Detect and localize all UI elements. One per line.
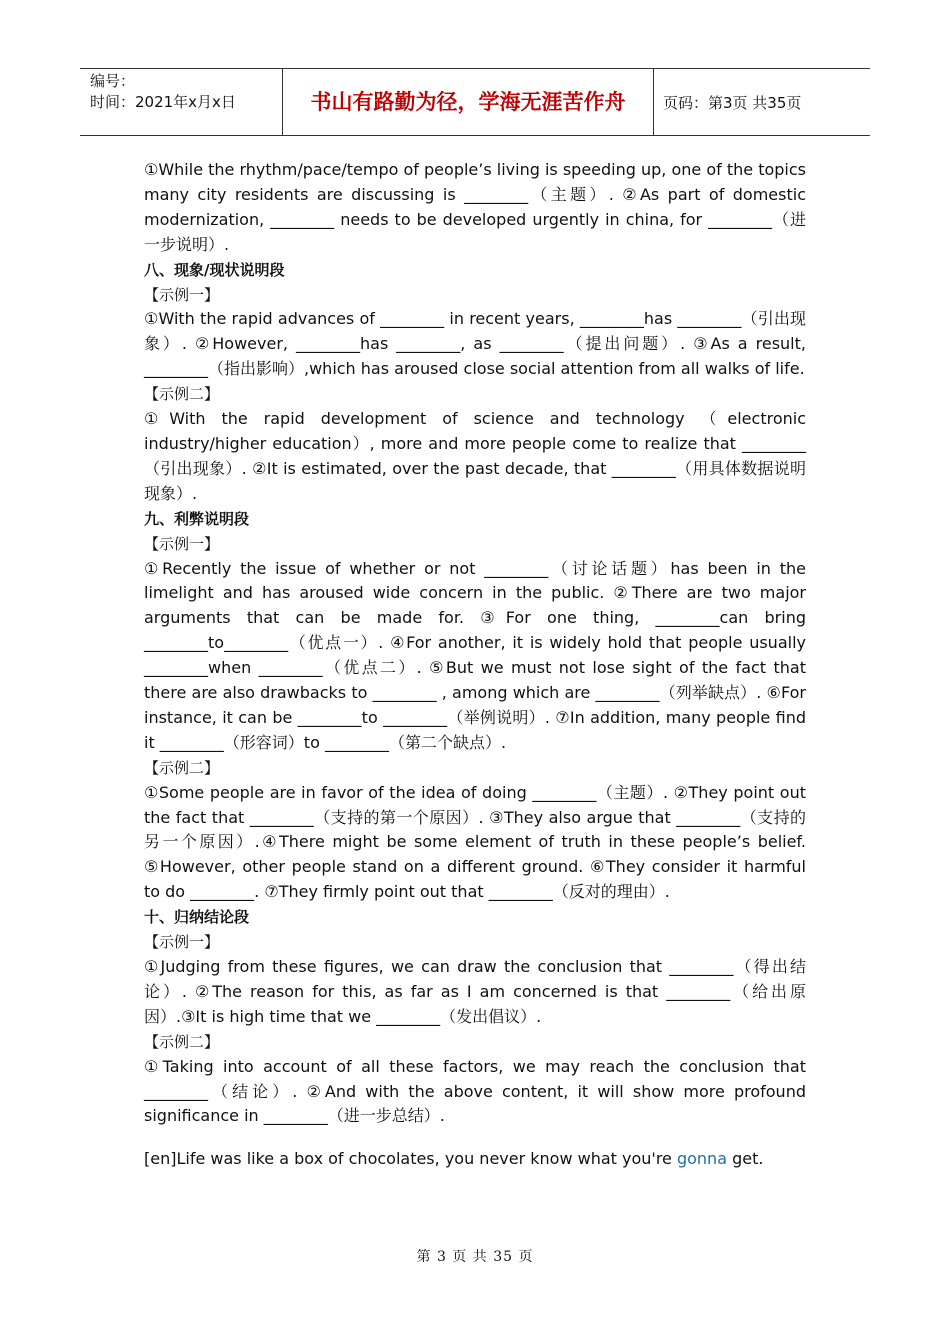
quote-text-after: get. [727, 1149, 764, 1169]
quote-link[interactable]: gonna [676, 1149, 727, 1169]
example-label-1: 【示例一】 [144, 534, 220, 553]
example-label-1: 【示例一】 [144, 285, 220, 304]
header-meta [80, 69, 282, 135]
conclusion-example-2: ①Taking into account of all these factors, we may reach the conclusion that ________（结论）. ②And with the above content, it will show more profound significance in ________（进一步总结）. [144, 1056, 806, 1126]
phenomenon-example-1: ①With the rapid advances of ________ in recent years, ________has ________（引出现象）. ②However, ________has ________, as ________（提出问题）. ③As a result, ________（指出影响）,which has aroused close social attention from all walks of life. [144, 309, 806, 379]
intro-paragraph: ①While the rhythm/pace/tempo of people’s living is speeding up, one of the topics many city residents are discussing is ________（主题）. ②As part of domestic modernization, ________ needs to be developed urgently in china, for ________（进一步说明）. [144, 160, 806, 254]
example-label-2: 【示例二】 [144, 385, 220, 404]
header-page-info: 页码：第3页 共35页 [663, 94, 802, 112]
conclusion-example-1: ①Judging from these figures, we can draw the conclusion that ________（得出结论）. ②The reason for this, as far as I am concerned is that ________（给出原因）.③It is high time that we ________（发出倡议）. [144, 957, 806, 1026]
phenomenon-example-2: ①With the rapid development of science and technology （electronic industry/higher education）, more and more people come to realize that ________（引出现象）. ②It is estimated, over the past decade, that ________（用具体数据说明现象）. [144, 409, 806, 503]
header-motto: 书山有路勤为径，学海无涯苦作舟 [282, 69, 654, 135]
section-heading-conclusion: 十、归纳结论段 [144, 908, 250, 927]
example-label-2: 【示例二】 [144, 1032, 220, 1051]
pros-cons-example-2: ①Some people are in favor of the idea of doing ________（主题）. ②They point out the fact that ________（支持的第一个原因）. ③They also argue that ________（支持的另一个原因）.④There might be some element of truth in these people’s belief. ⑤However, other people stand on a different ground. ⑥They consider it harmful to do ________. ⑦They firmly point out that ________（反对的理由）. [144, 782, 806, 902]
example-label-2: 【示例二】 [144, 758, 220, 777]
page-footer: 第 3 页 共 35 页 [416, 1249, 534, 1265]
page-header [80, 68, 870, 136]
example-label-1: 【示例一】 [144, 933, 220, 952]
closing-quote [144, 1147, 806, 1172]
section-heading-phenomenon: 八、现象/现状说明段 [144, 260, 285, 279]
pros-cons-example-1: ①Recently the issue of whether or not ________（讨论话题）has been in the limelight and has aroused wide concern in the public. ②There are two major arguments that can be made for. ③For one thing, ________can bring ________to________（优点一）. ④For another, it is widely hold that people usually ________when ________（优点二）. ⑤But we must not lose sight of the fact that there are also drawbacks to ________ , among which are ________（列举缺点）. ⑥For instance, it can be ________to ________（举例说明）. ⑦In addition, many people find it ________（形容词）to ________（第二个缺点）. [144, 558, 806, 752]
quote-text-before: [en]Life was like a box of chocolates, you never know what you're [144, 1149, 677, 1169]
document-code-label: 编号： [90, 72, 136, 90]
section-heading-pros-cons: 九、利弊说明段 [144, 509, 250, 528]
document-time-label: 时间：2021年x月x日 [90, 93, 236, 111]
document-body [144, 158, 806, 1172]
